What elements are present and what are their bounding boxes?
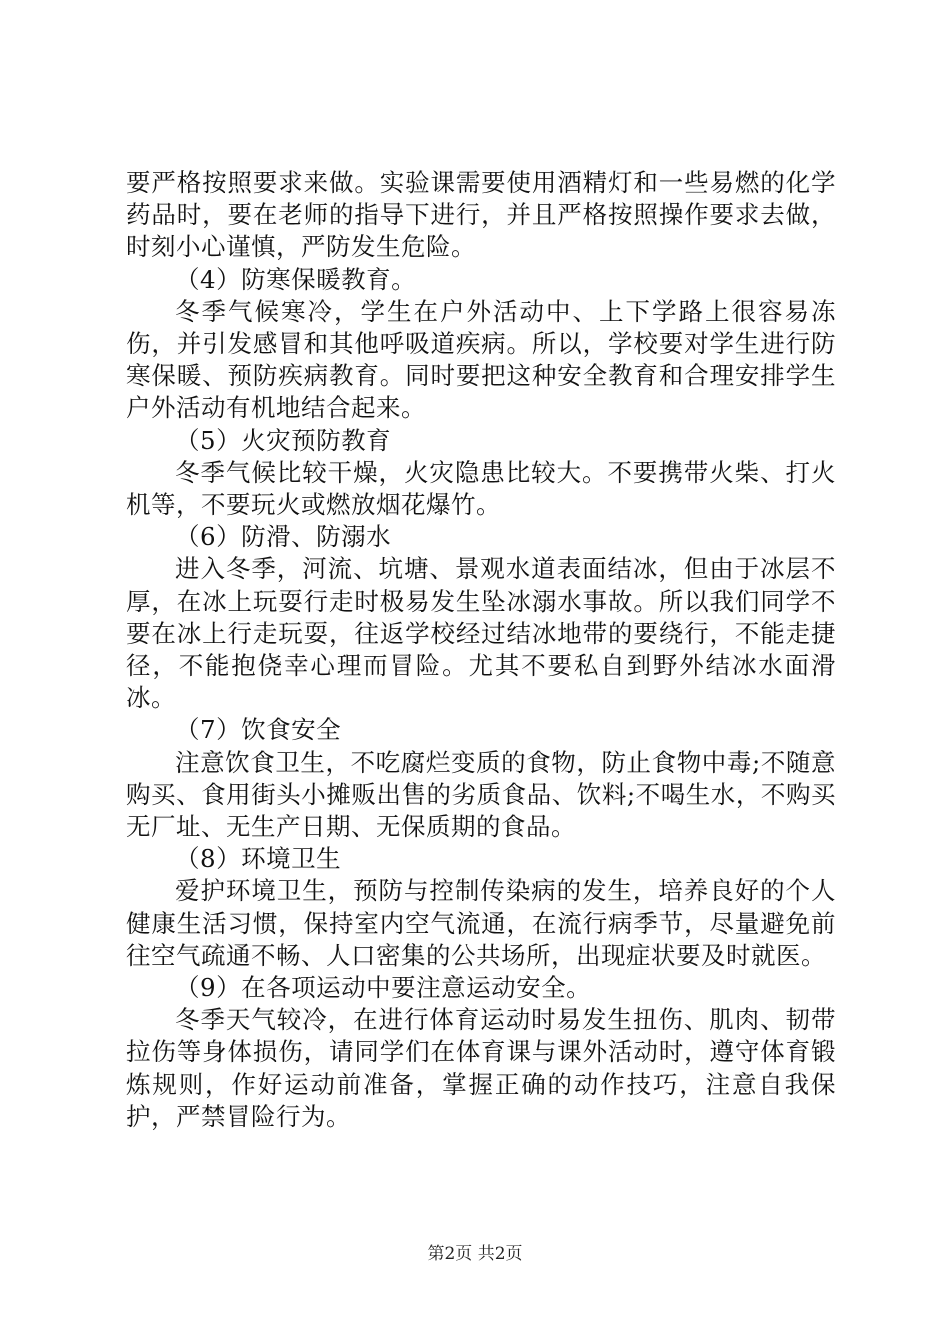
- section-heading: （6）防滑、防溺水: [175, 522, 392, 552]
- section-heading: （8）环境卫生: [175, 844, 342, 874]
- page-number-footer: 第2页 共2页: [427, 1244, 523, 1264]
- section-heading: （4）防寒保暖教育。: [175, 264, 417, 294]
- paragraph: 要严格按照要求来做。实验课需要使用酒精灯和一些易燃的化学药品时，要在老师的指导下进行，并且严格按照操作要求去做，时刻小心谨慎，严防发生危险。: [126, 168, 836, 262]
- paragraph: 进入冬季，河流、坑塘、景观水道表面结冰，但由于冰层不厚，在冰上玩耍行走时极易发生坠冰溺水事故。所以我们同学不要在冰上行走玩耍，往返学校经过结冰地带的要绕行，不能走捷径，不能抱侥幸心理而冒险。尤其不要私自到野外结冰水面滑冰。: [126, 554, 836, 713]
- document-body: [126, 167, 836, 1133]
- paragraph: 注意饮食卫生，不吃腐烂变质的食物，防止食物中毒;不随意购买、食用街头小摊贩出售的劣质食品、饮料;不喝生水，不购买无厂址、无生产日期、无保质期的食品。: [126, 747, 836, 842]
- paragraph: 爱护环境卫生，预防与控制传染病的发生，培养良好的个人健康生活习惯，保持室内空气流通，在流行病季节，尽量避免前往空气疏通不畅、人口密集的公共场所，出现症状要及时就医。: [126, 876, 836, 970]
- section-heading: （5）火灾预防教育: [175, 425, 392, 455]
- section-heading: （9）在各项运动中要注意运动安全。: [175, 973, 592, 1003]
- section-heading: （7）饮食安全: [175, 715, 342, 745]
- paragraph: 冬季天气较冷，在进行体育运动时易发生扭伤、肌肉、韧带拉伤等身体损伤，请同学们在体育课与课外活动时，遵守体育锻炼规则，作好运动前准备，掌握正确的动作技巧，注意自我保护，严禁冒险行为。: [126, 1005, 836, 1131]
- paragraph: 冬季气候比较干燥，火灾隐患比较大。不要携带火柴、打火机等，不要玩火或燃放烟花爆竹。: [126, 457, 836, 520]
- paragraph: 冬季气候寒冷，学生在户外活动中、上下学路上很容易冻伤，并引发感冒和其他呼吸道疾病。所以，学校要对学生进行防寒保暖、预防疾病教育。同时要把这种安全教育和合理安排学生户外活动有机地结合起来。: [126, 296, 836, 423]
